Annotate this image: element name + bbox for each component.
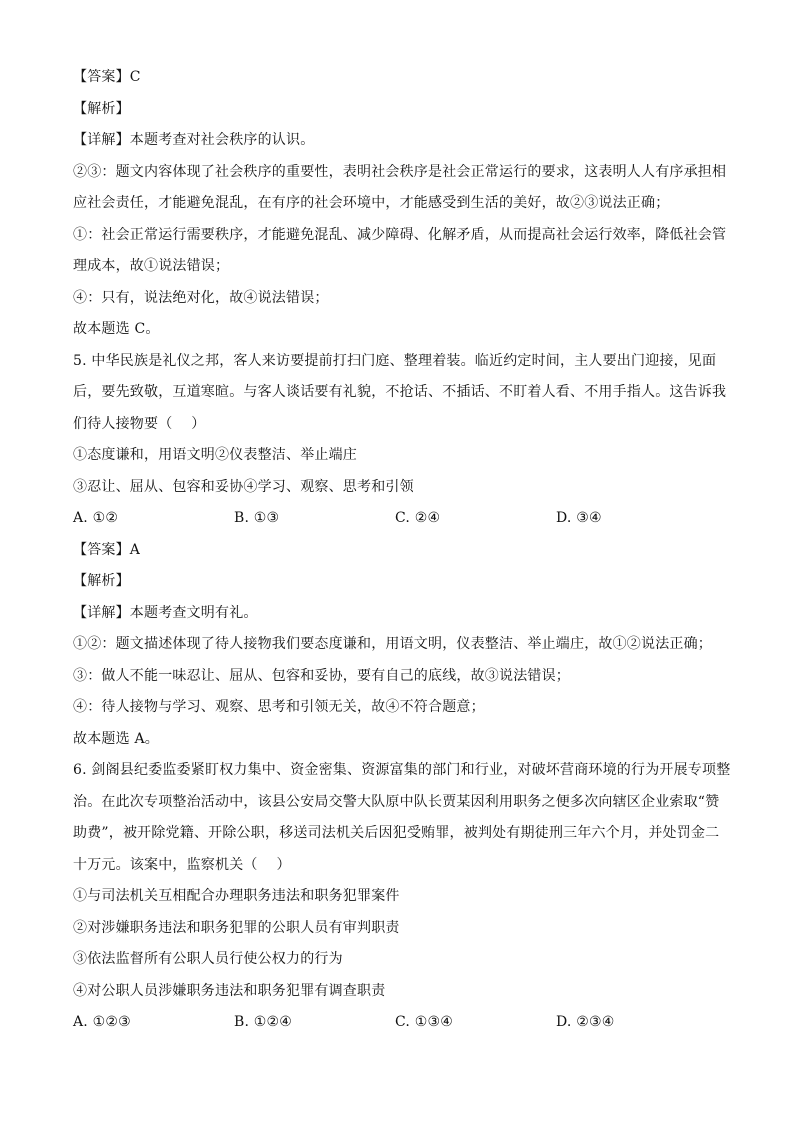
q4-paragraph-2-line-2: 理成本，故①说法错误； [73, 258, 230, 274]
q5-stem-line-2: 后，要先致敬，互道寒暄。与客人谈话要有礼貌，不抢话、不插话、不盯着人看、不用手指人。这告诉我 [73, 384, 727, 400]
q6-item-1: ①与司法机关互相配合办理职务违法和职务犯罪案件 [73, 888, 400, 904]
q4-paragraph-2-line-1: ①：社会正常运行需要秩序，才能避免混乱、减少障碍、化解矛盾，从而提高社会运行效率，降低社会管 [73, 226, 727, 243]
q5-answer: 【答案】A [73, 541, 141, 558]
q6-options [73, 1007, 733, 1039]
q6-option-a: A. ①②③ [73, 1014, 131, 1030]
document-page [73, 62, 733, 1039]
q5-stem-line-1: 5. 中华民族是礼仪之邦，客人来访要提前打扫门庭、整理着装。临近约定时间，主人要出门迎接，见面 [73, 352, 717, 369]
q5-conclusion: 故本题选 A。 [73, 730, 159, 747]
q6-option-b: B. ①②④ [234, 1014, 293, 1030]
q6-item-3: ③依法监督所有公职人员行使公权力的行为 [73, 951, 343, 967]
q5-analysis-label: 【解析】 [73, 573, 130, 589]
q5-items-line-2: ③忍让、屈从、包容和妥协④学习、观察、思考和引领 [73, 478, 414, 495]
q4-paragraph-1-line-1: ②③：题文内容体现了社会秩序的重要性，表明社会秩序是社会正常运行的要求，这表明人人有序承担相 [73, 163, 727, 180]
q5-detail: 【详解】本题考查文明有礼。 [73, 604, 258, 621]
q6-item-4: ④对公职人员涉嫌职务违法和职务犯罪有调查职责 [73, 982, 386, 999]
q4-conclusion: 故本题选 C。 [73, 321, 160, 337]
q4-paragraph-1-line-2: 应社会责任，才能避免混乱，在有序的社会环境中，才能感受到生活的美好，故②③说法正确； [73, 195, 670, 211]
q6-stem-line-2: 治。在此次专项整治活动中，该县公安局交警大队原中队长贾某因利用职务之便多次向辖区企业索取“赞 [73, 793, 720, 810]
q4-detail: 【详解】本题考查对社会秩序的认识。 [73, 132, 315, 148]
q5-option-b: B. ①③ [234, 510, 280, 526]
q6-item-2: ②对涉嫌职务违法和职务犯罪的公职人员有审判职责 [73, 919, 400, 936]
q5-stem-line-3: 们待人接物要（ ） [73, 415, 206, 432]
q5-items-line-1: ①态度谦和，用语文明②仪表整洁、举止端庄 [73, 447, 357, 463]
q6-stem-line-4: 十万元。该案中，监察机关（ ） [73, 856, 291, 873]
q4-analysis-label: 【解析】 [73, 100, 130, 117]
q5-option-a: A. ①② [73, 510, 119, 526]
q5-analysis-3: ④：待人接物与学习、观察、思考和引领无关，故④不符合题意； [73, 699, 485, 715]
q6-stem-line-1: 6. 剑阁县纪委监委紧盯权力集中、资金密集、资源富集的部门和行业，对破坏营商环境的行为开展专项整 [73, 762, 731, 778]
q6-option-c: C. ①③④ [395, 1014, 453, 1030]
q5-analysis-1: ①②：题文描述体现了待人接物我们要态度谦和，用语文明，仪表整洁、举止端庄，故①②说法正确； [73, 636, 712, 652]
q6-option-d: D. ②③④ [556, 1014, 615, 1030]
q6-stem-line-3: 助费”，被开除党籍、开除公职，移送司法机关后因犯受贿罪，被判处有期徒刑三年六个月，并处罚金二 [73, 825, 720, 841]
q5-option-d: D. ③④ [556, 510, 602, 526]
q4-answer: 【答案】C [73, 69, 141, 85]
q4-paragraph-3: ④：只有，说法绝对化，故④说法错误； [73, 289, 329, 306]
q5-option-c: C. ②④ [395, 510, 441, 526]
q5-analysis-2: ③：做人不能一味忍让、屈从、包容和妥协，要有自己的底线，故③说法错误； [73, 667, 570, 684]
q5-options [73, 503, 733, 535]
